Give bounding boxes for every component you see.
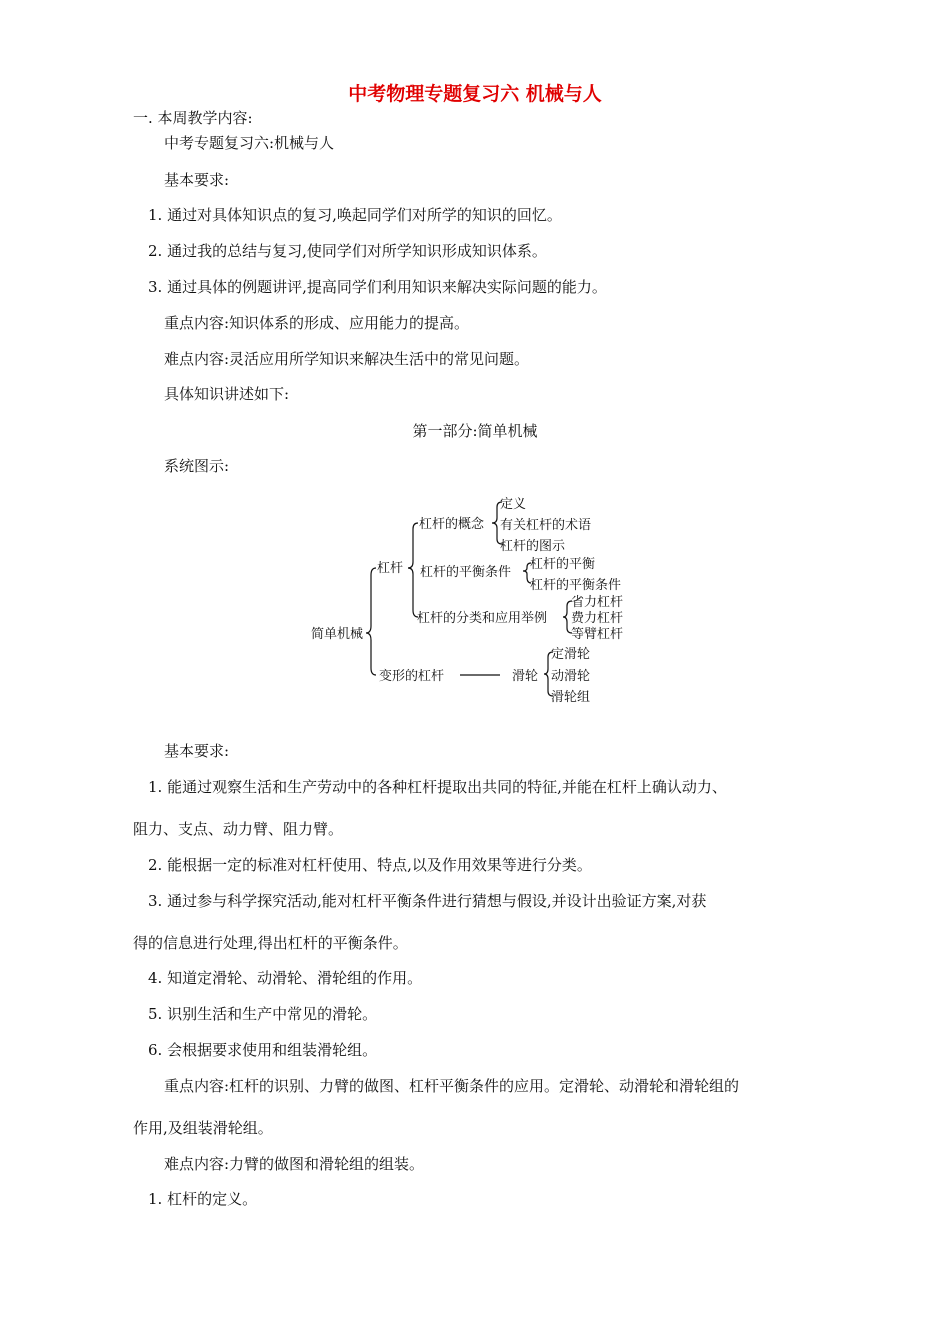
- list-item: 1. 杠杆的定义。: [148, 1190, 258, 1208]
- key-content-2: 重点内容:杠杆的识别、力臂的做图、杠杆平衡条件的应用。定滑轮、动滑轮和滑轮组的: [164, 1077, 740, 1095]
- node-fixed-pulley: 定滑轮: [551, 647, 591, 662]
- key-content: 重点内容:知识体系的形成、应用能力的提高。: [164, 314, 470, 332]
- page-title: 中考物理专题复习六 机械与人: [348, 83, 602, 105]
- difficult-content: 难点内容:灵活应用所学知识来解决生活中的常见问题。: [164, 350, 530, 368]
- node-deformed: 变形的杠杆: [379, 669, 445, 684]
- part-heading: 第一部分:简单机械: [412, 422, 538, 440]
- node-pulley: 滑轮: [512, 669, 539, 684]
- root-brace: [366, 568, 376, 675]
- node-save-force: 省力杠杆: [571, 595, 624, 610]
- requirement-item-cont: 阻力、支点、动力臂、阻力臂。: [133, 820, 344, 838]
- node-lever: 杠杆: [377, 561, 404, 576]
- section-heading: 一. 本周教学内容:: [133, 109, 253, 127]
- requirement-item: 2. 通过我的总结与复习,使同学们对所学知识形成知识体系。: [148, 242, 547, 260]
- node-classification: 杠杆的分类和应用举例: [417, 611, 548, 626]
- lever-brace: [408, 523, 418, 617]
- diagram-label: 系统图示:: [164, 457, 230, 475]
- requirements-label-2: 基本要求:: [164, 742, 230, 760]
- node-balance: 杠杆的平衡: [530, 557, 596, 572]
- node-pulley-block: 滑轮组: [551, 690, 591, 705]
- node-terms: 有关杠杆的术语: [500, 518, 592, 533]
- requirement-item: 3. 通过参与科学探究活动,能对杠杆平衡条件进行猜想与假设,并设计出验证方案,对获: [148, 892, 707, 910]
- node-lever-concept: 杠杆的概念: [419, 517, 485, 532]
- requirement-item: 4. 知道定滑轮、动滑轮、滑轮组的作用。: [148, 969, 423, 987]
- requirement-item: 1. 能通过观察生活和生产劳动中的各种杠杆提取出共同的特征,并能在杠杆上确认动力、: [148, 778, 727, 796]
- node-definition: 定义: [500, 497, 527, 512]
- subject-line: 中考专题复习六:机械与人: [164, 134, 335, 152]
- requirement-item: 5. 识别生活和生产中常见的滑轮。: [148, 1005, 378, 1023]
- node-balance-cond: 杠杆的平衡条件: [530, 578, 622, 593]
- requirements-label: 基本要求:: [164, 171, 230, 189]
- key-content-2-cont: 作用,及组装滑轮组。: [133, 1119, 273, 1137]
- requirement-item: 6. 会根据要求使用和组装滑轮组。: [148, 1041, 378, 1059]
- intro-line: 具体知识讲述如下:: [164, 385, 290, 403]
- requirement-item: 1. 通过对具体知识点的复习,唤起同学们对所学的知识的回忆。: [148, 206, 562, 224]
- requirement-item-cont: 得的信息进行处理,得出杠杆的平衡条件。: [133, 934, 408, 952]
- node-balance-condition: 杠杆的平衡条件: [420, 565, 512, 580]
- node-root: 简单机械: [311, 627, 364, 642]
- requirement-item: 3. 通过具体的例题讲评,提高同学们利用知识来解决实际问题的能力。: [148, 278, 607, 296]
- node-drawing: 杠杆的图示: [500, 539, 566, 554]
- requirement-item: 2. 能根据一定的标准对杠杆使用、特点,以及作用效果等进行分类。: [148, 856, 592, 874]
- node-equal-arm: 等臂杠杆: [571, 627, 624, 642]
- node-cost-force: 费力杠杆: [571, 611, 624, 626]
- difficult-content-2: 难点内容:力臂的做图和滑轮组的组装。: [164, 1155, 425, 1173]
- node-moving-pulley: 动滑轮: [551, 669, 591, 684]
